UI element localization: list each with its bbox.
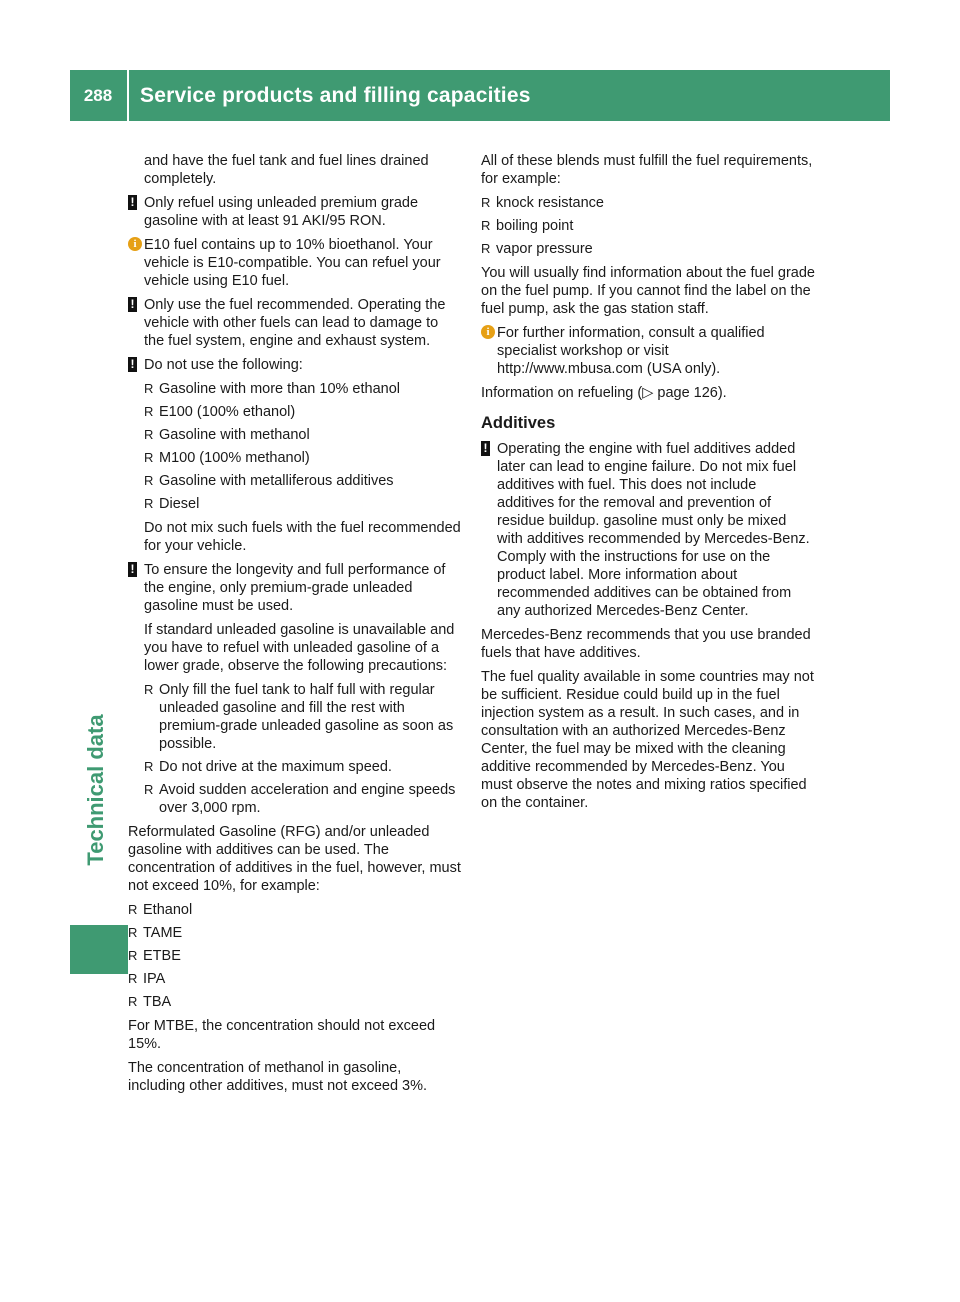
warning-note — [128, 561, 462, 817]
page-reference[interactable]: Information on refueling (▷ page 126). — [481, 385, 727, 401]
bullet-icon: R — [128, 948, 138, 963]
info-text: For further information, consult a qualified specialist workshop or visit http://www.mbusa.com (USA only). — [497, 325, 765, 377]
list-item — [144, 758, 462, 776]
side-tab — [76, 640, 116, 940]
bullet-icon: R — [144, 450, 154, 465]
warning-text: To ensure the longevity and full performance of the engine, only premium-grade unleaded gasoline must be used. — [144, 562, 446, 614]
side-tab-marker — [70, 925, 128, 974]
warning-icon: ! — [128, 562, 137, 577]
list-item-text: knock resistance — [496, 195, 604, 211]
warning-note — [128, 296, 462, 350]
paragraph: Reformulated Gasoline (RFG) and/or unleaded gasoline with additives can be used. The concentration of additives in the fuel, however, must not exceed 10%, for example: — [128, 824, 461, 894]
list-item — [144, 426, 462, 444]
list-item-text: Only fill the fuel tank to half full with regular unleaded gasoline and fill the rest with premium-grade unleaded gasoline as soon as possible. — [159, 682, 454, 752]
warning-text: Do not mix such fuels with the fuel recommended for your vehicle. — [144, 520, 461, 554]
list-item-text: boiling point — [496, 218, 574, 234]
list-item-text: Gasoline with more than 10% ethanol — [159, 381, 401, 397]
list-item-text: Gasoline with metalliferous additives — [159, 473, 394, 489]
warning-text: Only refuel using unleaded premium grade gasoline with at least 91 AKI/95 RON. — [144, 195, 419, 229]
paragraph: The concentration of methanol in gasoline, including other additives, must not exceed 3%. — [128, 1060, 428, 1094]
list-item — [144, 681, 462, 753]
warning-icon: ! — [481, 441, 490, 456]
info-icon: i — [128, 237, 142, 251]
paragraph: You will usually find information about the fuel grade on the fuel pump. If you cannot find the label on the fuel pump, ask the gas station staff. — [481, 265, 815, 317]
header-divider — [127, 70, 129, 121]
warning-text: If standard unleaded gasoline is unavailable and you have to refuel with unleaded gasoline of a lower grade, observe the following precautions: — [144, 622, 455, 674]
left-column — [128, 152, 462, 1101]
info-note — [128, 236, 462, 290]
section-heading: Additives — [481, 414, 556, 432]
bullet-icon: R — [481, 218, 491, 233]
warning-text: Only use the fuel recommended. Operating the vehicle with other fuels can lead to damage to the fuel system, engine and exhaust system. — [144, 297, 446, 349]
list-item — [481, 194, 815, 212]
list-item — [128, 970, 462, 988]
list-item-text: E100 (100% ethanol) — [159, 404, 296, 420]
list-item-text: IPA — [143, 971, 166, 987]
list-item — [481, 240, 815, 258]
list-item — [144, 781, 462, 817]
list-item-text: Do not drive at the maximum speed. — [159, 759, 392, 775]
list-item-text: ETBE — [143, 948, 181, 964]
list-item — [481, 217, 815, 235]
warning-text: Operating the engine with fuel additives added later can lead to engine failure. Do not mix fuel additives with fuel. This does not include additives for the removal and prevention of residue buildup. gasoline must only be mixed with additives recommended by Mercedes-Benz. Comply with the instructions for use on the product label. More information about recommended additives can be obtained from any authorized Mercedes-Benz Center. — [497, 441, 810, 619]
info-icon: i — [481, 325, 495, 339]
list-item-text: Diesel — [159, 496, 200, 512]
paragraph: All of these blends must fulfill the fuel requirements, for example: — [481, 153, 813, 187]
list-item-text: vapor pressure — [496, 241, 593, 257]
list-item — [144, 380, 462, 398]
paragraph: The fuel quality available in some countries may not be sufficient. Residue could build up in the fuel injection system as a result. In such cases, and in consultation with an authorized Mercedes-Benz Center, the fuel may be mixed with the cleaning additive recommended by Mercedes-Benz. You must observe the notes and mixing ratios specified on the container. — [481, 669, 814, 811]
bullet-icon: R — [144, 782, 154, 797]
list-item — [144, 449, 462, 467]
list-item-text: Gasoline with methanol — [159, 427, 310, 443]
list-item — [128, 901, 462, 919]
list-item-text: TBA — [143, 994, 172, 1010]
warning-icon: ! — [128, 195, 137, 210]
warning-note — [128, 356, 462, 555]
bullet-icon: R — [128, 925, 138, 940]
bullet-icon: R — [481, 195, 491, 210]
list-item-text: TAME — [143, 925, 183, 941]
list-item-text: Avoid sudden acceleration and engine speeds over 3,000 rpm. — [159, 782, 456, 816]
warning-icon: ! — [128, 297, 137, 312]
list-item — [144, 403, 462, 421]
bullet-list — [144, 681, 462, 817]
list-item — [128, 924, 462, 942]
list-item — [128, 993, 462, 1011]
right-column — [481, 152, 815, 818]
list-item — [144, 495, 462, 513]
bullet-icon: R — [144, 404, 154, 419]
warning-note — [128, 194, 462, 230]
warning-text: Do not use the following: — [144, 357, 303, 373]
warning-icon: ! — [128, 357, 137, 372]
info-note — [481, 324, 815, 378]
bullet-icon: R — [128, 902, 138, 917]
bullet-icon: R — [144, 682, 154, 697]
page-title: Service products and filling capacities — [140, 83, 531, 107]
page-number: 288 — [83, 85, 113, 105]
bullet-icon: R — [144, 473, 154, 488]
side-tab-label: Technical data — [83, 714, 108, 866]
paragraph: Mercedes-Benz recommends that you use branded fuels that have additives. — [481, 627, 811, 661]
list-item-text: Ethanol — [143, 902, 193, 918]
bullet-icon: R — [128, 994, 138, 1009]
list-item — [144, 472, 462, 490]
warning-note — [481, 440, 815, 620]
bullet-list — [128, 901, 462, 1011]
bullet-icon: R — [144, 759, 154, 774]
list-item — [128, 947, 462, 965]
paragraph: For MTBE, the concentration should not exceed 15%. — [128, 1018, 436, 1052]
bullet-icon: R — [144, 496, 154, 511]
bullet-icon: R — [128, 971, 138, 986]
list-item-text: M100 (100% methanol) — [159, 450, 310, 466]
bullet-icon: R — [144, 381, 154, 396]
info-text: E10 fuel contains up to 10% bioethanol. Your vehicle is E10-compatible. You can refuel your vehicle using E10 fuel. — [144, 237, 441, 289]
bullet-list — [481, 194, 815, 258]
bullet-list — [144, 380, 462, 513]
bullet-icon: R — [481, 241, 491, 256]
bullet-icon: R — [144, 427, 154, 442]
paragraph: and have the fuel tank and fuel lines drained completely. — [144, 153, 429, 187]
